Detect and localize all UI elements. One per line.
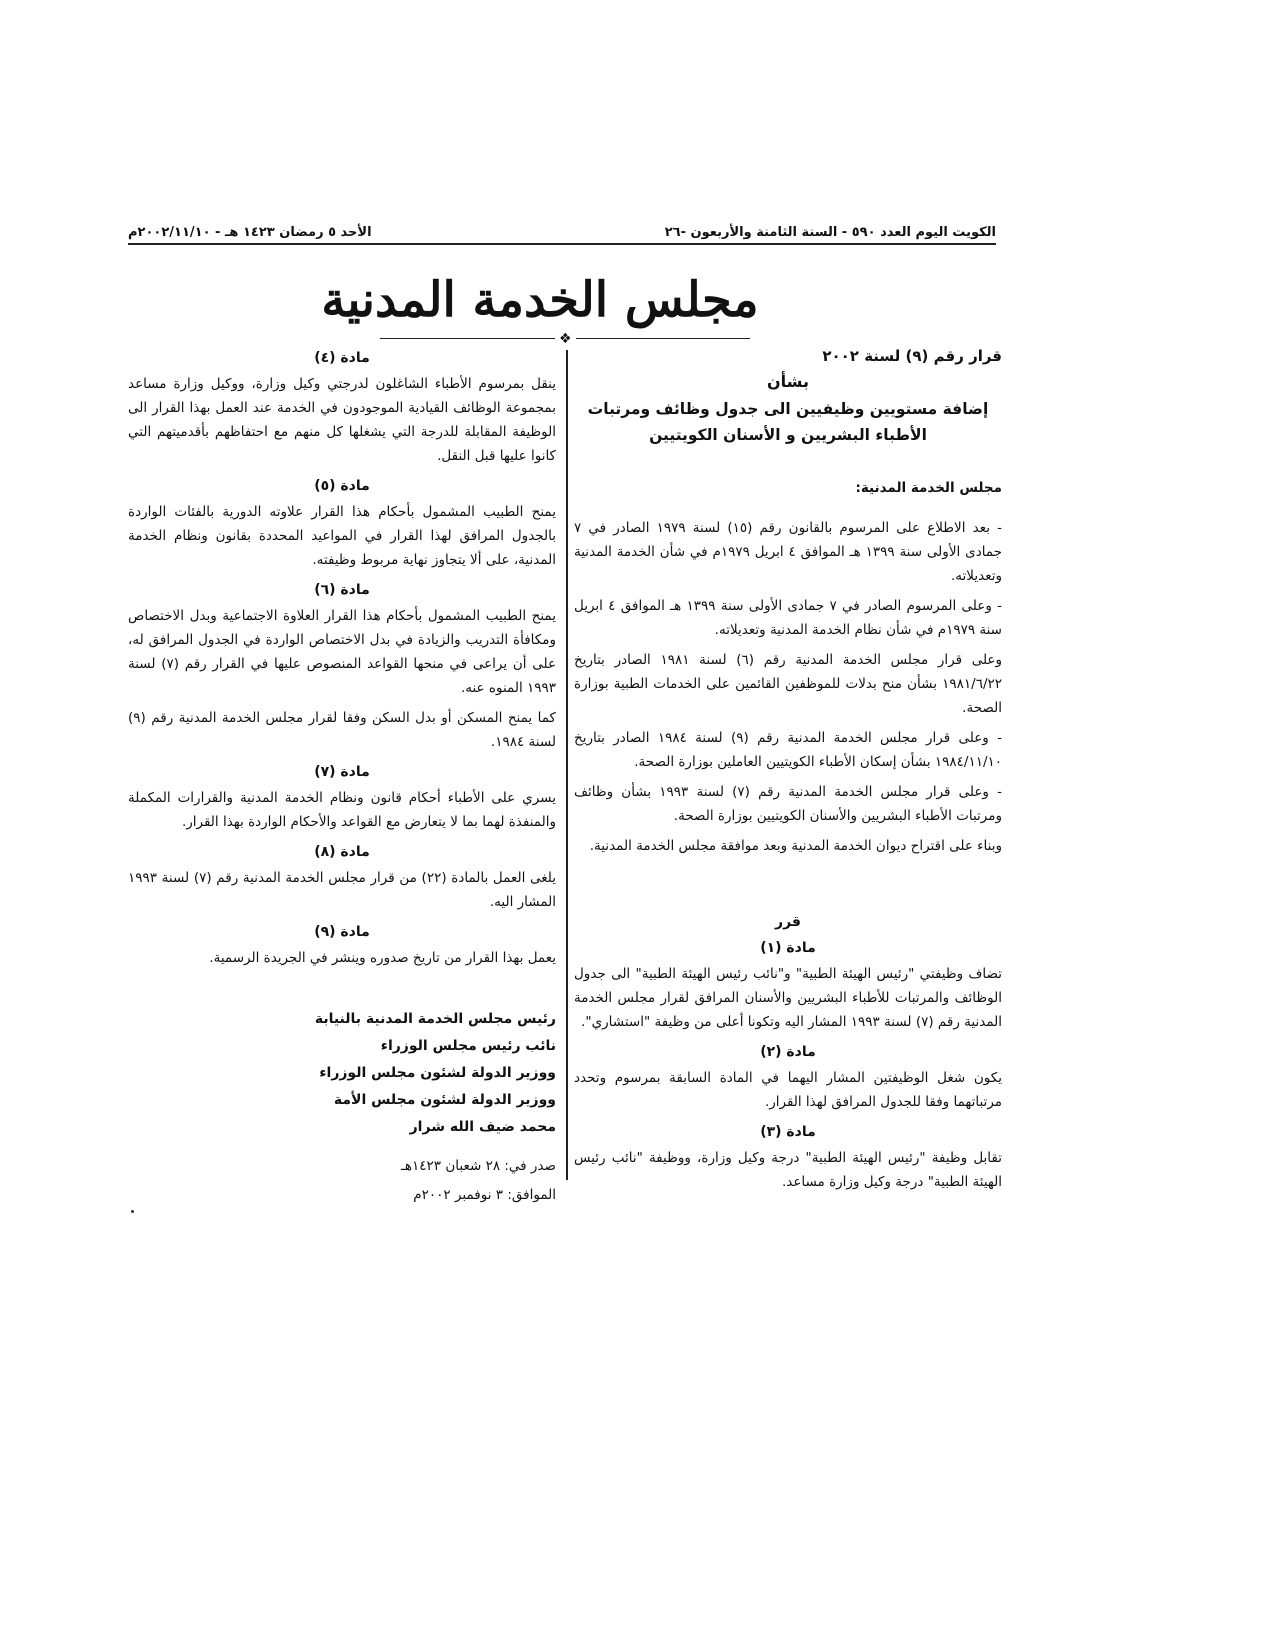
- signatory-line: نائب رئيس مجلس الوزراء: [380, 1038, 556, 1054]
- corresponding-date: الموافق: ٣ نوفمبر ٢٠٠٢م: [413, 1187, 556, 1203]
- article-text: يمنح الطبيب المشمول بأحكام هذا القرار العلاوة الاجتماعية وبدل الاختصاص ومكافأة التدريب والزيادة في بدل الاختصاص الواردة في الجدول المرافق له، على أن يراعى في منحها القواعد المنصوص عليها في القرار رقم (٧) لسنة ١٩٩٣ المنوه عنه.: [128, 608, 556, 696]
- issue-date: الأحد ٥ رمضان ١٤٢٣ هـ - ٢٠٠٢/١١/١٠م: [128, 225, 372, 240]
- article-text: كما يمنح المسكن أو بدل السكن وفقا لقرار مجلس الخدمة المدنية رقم (٩) لسنة ١٩٨٤.: [128, 710, 556, 750]
- masthead-title: مجلس الخدمة المدنية: [321, 272, 759, 328]
- article-text: يسري على الأطباء أحكام قانون ونظام الخدمة المدنية والقرارات المكملة والمنفذة لهما بما لا يتعارض مع القواعد والأحكام الواردة بهذا القرار.: [128, 790, 556, 830]
- council-label: مجلس الخدمة المدنية:: [855, 480, 1002, 496]
- left-column: [128, 344, 556, 1207]
- ornament-icon: ❖: [555, 331, 576, 347]
- preamble-paragraph: - وعلى المرسوم الصادر في ٧ جمادى الأولى سنة ١٣٩٩ هـ الموافق ٤ ابريل سنة ١٩٧٩م في شأن نظام الخدمة المدنية وتعديلاته.: [574, 598, 1003, 638]
- preamble-paragraph: وبناء على اقتراح ديوان الخدمة المدنية وبعد موافقة مجلس الخدمة المدنية.: [589, 838, 1002, 854]
- decision-title: قرار رقم (٩) لسنة ٢٠٠٢: [822, 347, 1002, 365]
- article-text: تقابل وظيفة "رئيس الهيئة الطبية" درجة وكيل وزارة، ووظيفة "نائب رئيس الهيئة الطبية" درجة وكيل وزارة مساعد.: [574, 1150, 1002, 1190]
- article-heading: مادة (٨): [314, 844, 370, 860]
- article-text: يمنح الطبيب المشمول بأحكام هذا القرار علاوته الدورية بالفئات الواردة بالجدول المرافق لهذا القرار في المواعيد المحددة بقانون ونظام الخدمة المدنية، على ألا يتجاوز نهاية مربوط وظيفته.: [128, 504, 556, 568]
- scan-speck: [131, 1210, 134, 1213]
- subject-line: إضافة مستويين وظيفيين الى جدول وظائف ومرتبات: [587, 400, 989, 418]
- article-heading: مادة (٦): [314, 582, 370, 598]
- article-heading: مادة (٥): [314, 478, 370, 494]
- article-heading: مادة (٣): [760, 1124, 816, 1140]
- article-text: تضاف وظيفتي "رئيس الهيئة الطبية" و"نائب رئيس الهيئة الطبية" الى جدول الوظائف والمرتبات للأطباء البشريين والأسنان المرافق لقرار مجلس الخدمة المدنية رقم (٧) لسنة ١٩٩٣ المشار اليه وتكونا أعلى من وظيفة "استشاري".: [574, 966, 1002, 1030]
- page-header: [128, 218, 996, 245]
- signatory-name: محمد ضيف الله شرار: [409, 1119, 556, 1135]
- right-column: [574, 344, 1002, 1200]
- preamble-paragraph: وعلى قرار مجلس الخدمة المدنية رقم (٦) لسنة ١٩٨١ الصادر بتاريخ ١٩٨١/٦/٢٢ بشأن منح بدلات للموظفين القائمين على الخدمات الطبية بوزارة الصحة.: [574, 652, 1002, 716]
- decided-heading: قرر: [775, 914, 801, 930]
- issue-info: الكويت اليوم العدد ٥٩٠ - السنة الثامنة والأربعون -٢٦: [664, 225, 996, 240]
- article-text: ينقل بمرسوم الأطباء الشاغلون لدرجتي وكيل وزارة، ووكيل وزارة مساعد بمجموعة الوظائف القيادية الموجودون في الخدمة عند العمل بهذا القرار الى الوظيفة المقابلة للدرجة التي يشغلها كل منهم مع احتفاظهم بأقدميتهم التي كانوا عليها قبل النقل.: [128, 376, 556, 464]
- subject-line: الأطباء البشريين و الأسنان الكويتيين: [649, 426, 927, 444]
- column-divider: [566, 350, 568, 1180]
- preamble-paragraph: - وعلى قرار مجلس الخدمة المدنية رقم (٩) لسنة ١٩٨٤ الصادر بتاريخ ١٩٨٤/١١/١٠ بشأن إسكان الأطباء الكويتيين العاملين بوزارة الصحة.: [574, 730, 1002, 770]
- article-heading: مادة (٤): [314, 350, 370, 366]
- preamble-paragraph: - وعلى قرار مجلس الخدمة المدنية رقم (٧) لسنة ١٩٩٣ بشأن وظائف ومرتبات الأطباء البشريين والأسنان الكويتيين بوزارة الصحة.: [574, 784, 1002, 824]
- issued-date: صدر في: ٢٨ شعبان ١٤٢٣هـ: [400, 1158, 556, 1174]
- signatory-line: ووزير الدولة لشئون مجلس الوزراء: [319, 1065, 556, 1081]
- article-text: يعمل بهذا القرار من تاريخ صدوره وينشر في الجريدة الرسمية.: [209, 950, 556, 966]
- article-heading: مادة (٧): [314, 764, 370, 780]
- article-heading: مادة (٩): [314, 924, 370, 940]
- article-text: يلغى العمل بالمادة (٢٢) من قرار مجلس الخدمة المدنية رقم (٧) لسنة ١٩٩٣ المشار اليه.: [128, 870, 556, 910]
- article-heading: مادة (١): [760, 940, 816, 956]
- signature-block: [128, 1006, 556, 1141]
- article-heading: مادة (٢): [760, 1044, 816, 1060]
- signatory-line: ووزير الدولة لشئون مجلس الأمة: [333, 1092, 556, 1108]
- regarding-label: بشأن: [767, 372, 809, 391]
- signatory-line: رئيس مجلس الخدمة المدنية بالنيابة: [314, 1011, 556, 1027]
- article-text: يكون شغل الوظيفتين المشار اليهما في المادة السابقة بمرسوم وتحدد مرتباتهما وفقا للجدول المرافق لهذا القرار.: [574, 1070, 1002, 1110]
- preamble-paragraph: - بعد الاطلاع على المرسوم بالقانون رقم (١٥) لسنة ١٩٧٩ الصادر في ٧ جمادى الأولى سنة ١٣٩٩ هـ الموافق ٤ ابريل ١٩٧٩م في شأن الخدمة المدنية وتعديلاته.: [574, 520, 1002, 584]
